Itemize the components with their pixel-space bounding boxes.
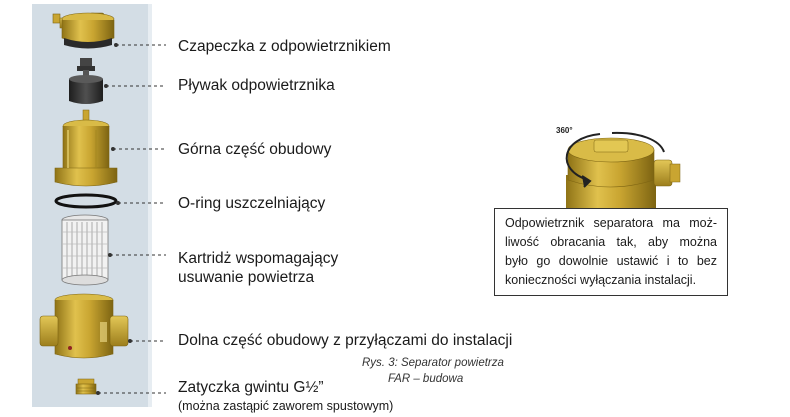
label-upper-housing: Górna część obudowy [178,141,332,158]
rotation-angle-label: 360° [556,126,573,135]
label-cartridge-line2: usuwanie powietrza [178,269,315,286]
cap-with-vent-part [53,13,114,49]
note-line-2: liwość obracania tak, aby można [505,235,717,249]
label-cap: Czapeczka z odpowietrznikiem [178,38,391,55]
note-line-1: Odpowietrznik separatora ma moż- [505,216,717,230]
label-o-ring: O-ring uszczelniający [178,195,326,212]
label-cartridge-line1: Kartridż wspomagający [178,250,339,267]
label-plug: Zatyczka gwintu G½” [178,379,324,396]
upper-housing-part [55,110,117,186]
note-line-4: konieczności wyłączania instalacji. [505,273,697,287]
figure-caption-line2: FAR – budowa [388,373,464,385]
cartridge-part [62,215,108,285]
figure-caption-line1: Rys. 3: Separator powietrza [362,357,504,369]
note-line-3: było go dowolnie ustawić i to bez [505,254,717,268]
vent-float-part [69,58,103,104]
lower-housing-part [40,294,128,358]
label-float: Pływak odpowietrznika [178,77,335,94]
o-ring-part [56,195,116,207]
rotation-note-box [494,208,728,296]
label-lower-housing: Dolna część obudowy z przyłączami do instalacji [178,332,513,349]
thread-plug-part [76,379,96,394]
label-plug-note: (można zastąpić zaworem spustowym) [178,399,394,413]
